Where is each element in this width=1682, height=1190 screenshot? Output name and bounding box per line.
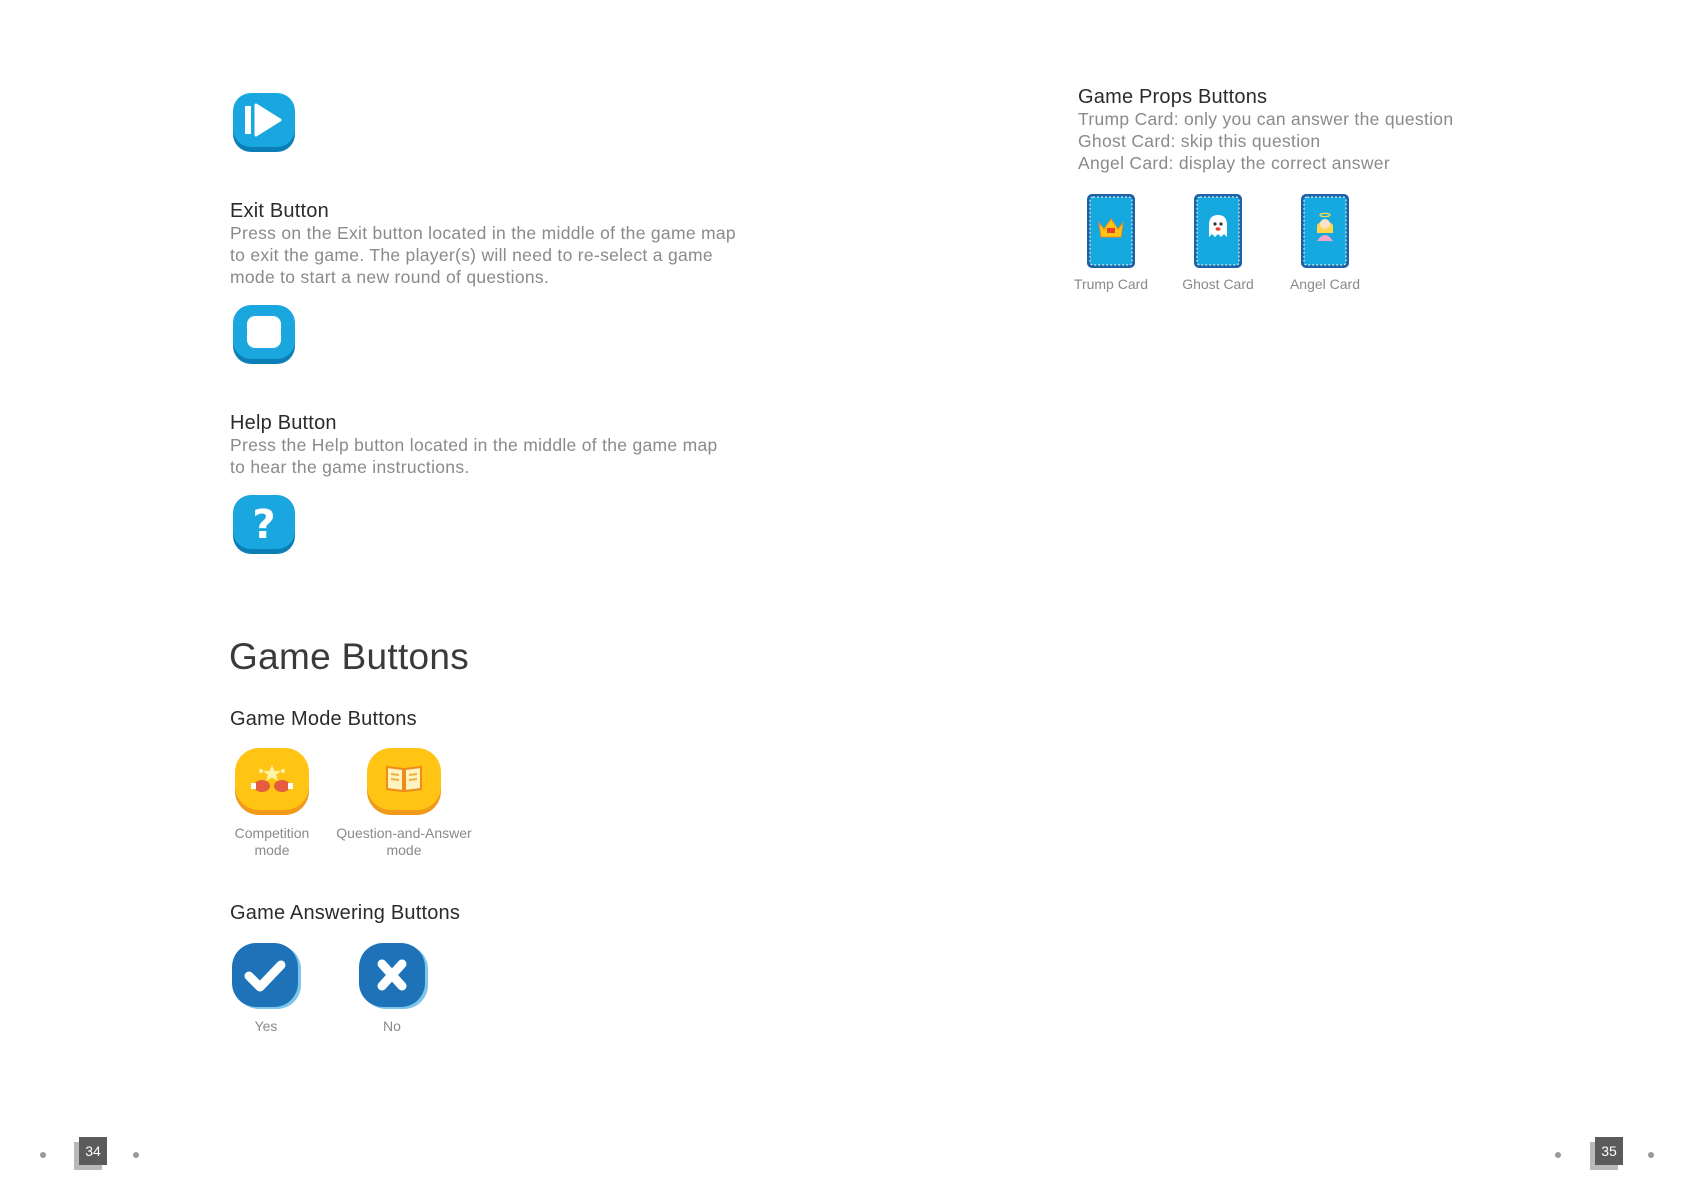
help-button-description: Press the Help button located in the middle of the game map to hear the game instructions. bbox=[230, 435, 718, 477]
game-mode-buttons-heading: Game Mode Buttons bbox=[230, 708, 417, 730]
ghost-icon bbox=[1209, 215, 1227, 237]
competition-mode-label: Competition mode bbox=[234, 825, 310, 858]
book-icon bbox=[387, 767, 421, 791]
trump-card-label: Trump Card bbox=[1073, 276, 1149, 292]
stop-icon bbox=[247, 316, 281, 348]
footer-dot bbox=[1648, 1152, 1654, 1158]
question-and-answer-mode-label: Question-and-Answer mode bbox=[336, 825, 472, 858]
exit-button-description: Press on the Exit button located in the middle of the game map to exit the game. The player(s) will need to re-select a game mode to start a new round of questions. bbox=[230, 223, 736, 287]
game-buttons-title: Game Buttons bbox=[229, 636, 470, 677]
help-button-heading: Help Button bbox=[230, 412, 337, 434]
footer-dot bbox=[1555, 1152, 1561, 1158]
competition-mode-button[interactable] bbox=[234, 747, 310, 817]
game-props-buttons-heading: Game Props Buttons bbox=[1078, 86, 1268, 108]
play-button[interactable] bbox=[231, 92, 297, 154]
question-and-answer-mode-button[interactable] bbox=[366, 747, 442, 817]
no-button[interactable] bbox=[357, 941, 431, 1011]
question-mark-icon: ? bbox=[252, 502, 276, 548]
ghost-card-label: Ghost Card bbox=[1182, 276, 1254, 292]
footer-dot bbox=[40, 1152, 46, 1158]
angel-card-button[interactable] bbox=[1300, 193, 1350, 269]
angel-card-label: Angel Card bbox=[1289, 276, 1361, 292]
no-label: No bbox=[383, 1018, 401, 1034]
yes-label: Yes bbox=[254, 1018, 278, 1034]
trump-card-button[interactable] bbox=[1086, 193, 1136, 269]
left-page-number: 34 bbox=[79, 1137, 107, 1165]
help-button[interactable] bbox=[231, 494, 297, 556]
yes-button[interactable] bbox=[230, 941, 304, 1011]
right-page-number: 35 bbox=[1595, 1137, 1623, 1165]
exit-button[interactable] bbox=[231, 304, 297, 366]
game-props-description: Trump Card: only you can answer the question Ghost Card: skip this question Angel Card: display the correct answer bbox=[1078, 109, 1454, 173]
footer-dot bbox=[133, 1152, 139, 1158]
game-answering-buttons-heading: Game Answering Buttons bbox=[230, 902, 461, 924]
ghost-card-button[interactable] bbox=[1193, 193, 1243, 269]
exit-button-heading: Exit Button bbox=[230, 200, 329, 222]
